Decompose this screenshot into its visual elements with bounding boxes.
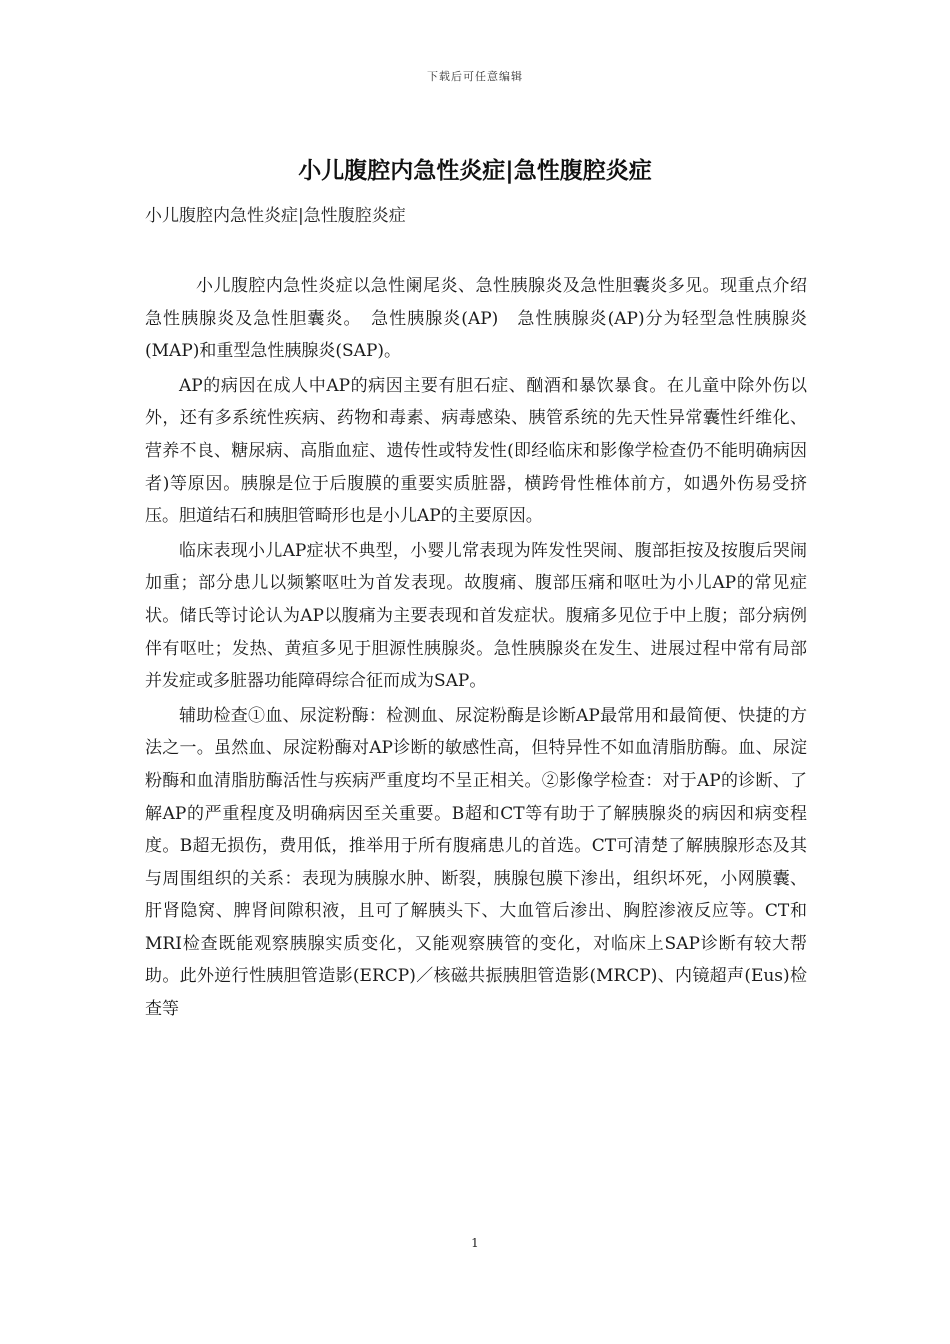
- document-body: [145, 270, 807, 1028]
- body-paragraph-3: 临床表现小儿AP症状不典型，小婴儿常表现为阵发性哭闹、腹部拒按及按腹后哭闹加重；部分患儿以频繁呕吐为首发表现。故腹痛、腹部压痛和呕吐为小儿AP的常见症状。储氏等讨论认为AP以腹痛为主要表现和首发症状。腹痛多见位于中上腹；部分病例伴有呕吐；发热、黄疸多见于胆源性胰腺炎。急性胰腺炎在发生、进展过程中常有局部并发症或多脏器功能障碍综合征而成为SAP。: [145, 540, 807, 692]
- page-number: 1: [471, 1236, 479, 1250]
- page-header-note: 下载后可任意编辑: [427, 70, 523, 83]
- body-paragraph-2: AP的病因在成人中AP的病因主要有胆石症、酗酒和暴饮暴食。在儿童中除外伤以外，还有多系统性疾病、药物和毒素、病毒感染、胰管系统的先天性异常囊性纤维化、营养不良、糖尿病、高脂血症、遗传性或特发性(即经临床和影像学检查仍不能明确病因者)等原因。胰腺是位于后腹膜的重要实质脏器，横跨骨性椎体前方，如遇外伤易受挤压。胆道结石和胰胆管畸形也是小儿AP的主要原因。: [145, 375, 807, 527]
- body-paragraph-4: 辅助检查①血、尿淀粉酶：检测血、尿淀粉酶是诊断AP最常用和最简便、快捷的方法之一。虽然血、尿淀粉酶对AP诊断的敏感性高，但特异性不如血清脂肪酶。血、尿淀粉酶和血清脂肪酶活性与疾病严重度均不呈正相关。②影像学检查：对于AP的诊断、了解AP的严重程度及明确病因至关重要。B超和CT等有助于了解胰腺炎的病因和病变程度。B超无损伤，费用低，推举用于所有腹痛患儿的首选。CT可清楚了解胰腺形态及其与周围组织的关系：表现为胰腺水肿、断裂，胰腺包膜下渗出，组织坏死，小网膜囊、肝肾隐窝、脾肾间隙积液，且可了解胰头下、大血管后渗出、胸腔渗液反应等。CT和MRI检查既能观察胰腺实质变化，又能观察胰管的变化，对临床上SAP诊断有较大帮助。此外逆行性胰胆管造影(ERCP)／核磁共振胰胆管造影(MRCP)、内镜超声(Eus)检查等: [145, 705, 807, 1020]
- document-title: 小儿腹腔内急性炎症|急性腹腔炎症: [298, 158, 652, 184]
- document-subtitle: 小儿腹腔内急性炎症|急性腹腔炎症: [145, 206, 406, 226]
- body-paragraph-1: 小儿腹腔内急性炎症以急性阑尾炎、急性胰腺炎及急性胆囊炎多见。现重点介绍急性胰腺炎及急性胆囊炎。 急性胰腺炎(AP) 急性胰腺炎(AP)分为轻型急性胰腺炎(MAP)和重型急性胰腺炎(SAP)。: [145, 276, 807, 362]
